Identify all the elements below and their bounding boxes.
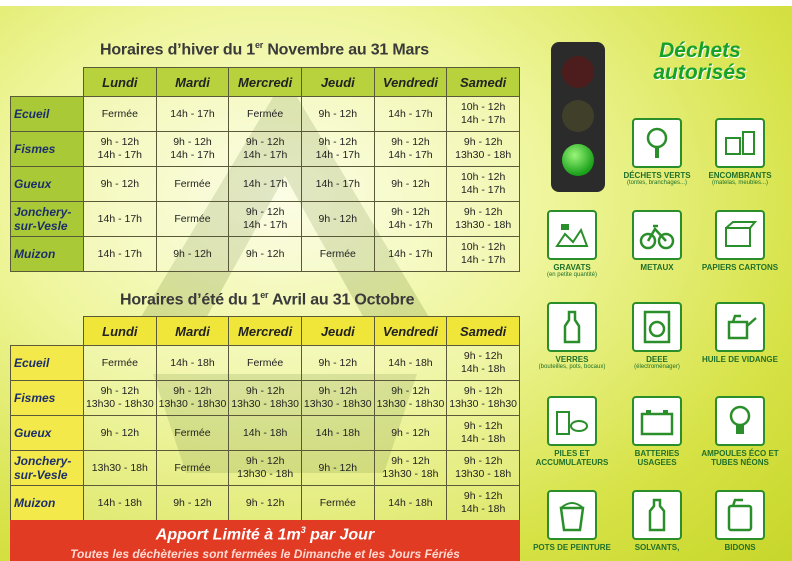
hours-line: 14h - 17h [242,149,288,161]
hours-line: 13h30 - 18h [91,461,148,474]
hours-line: 9h - 12h [463,136,503,148]
traffic-light-icon [551,42,605,192]
schedule-cell [447,486,520,521]
hours-line: 14h - 18h [388,356,433,369]
hours-line: 14h - 18h [97,496,143,509]
furniture-icon [715,118,765,168]
hours-line: 13h30 - 18h [237,468,294,480]
town-name [11,237,84,272]
schedule-cell [301,202,374,237]
schedule-cell [301,451,374,486]
hours-line: 9h - 12h [318,136,358,148]
schedule-cell [447,202,520,237]
town-name [11,132,84,167]
schedule-cell [301,346,374,381]
hours-line: 14h - 17h [97,212,143,225]
hours-line: 9h - 12h [245,247,285,260]
hours-line: Fermée [319,247,356,260]
dechets-autorises-title: Déchets autorisés [653,39,747,84]
table-row [11,486,520,521]
hours-line: Fermée [174,461,211,474]
schedule-cell [374,167,447,202]
amber-light [562,100,594,132]
hours-line: 13h30 - 18h30 [85,398,154,410]
table-row [11,167,520,202]
schedule-cell [447,237,520,272]
schedule-cell [156,346,229,381]
hours-line: 14h - 17h [170,149,215,161]
town-name-line: Ecueil [14,356,50,370]
hours-line: 9h - 12h [391,136,430,148]
hours-line: 14h - 18h [170,356,215,369]
hours-line: Fermée [174,426,211,439]
schedule-cell [374,416,447,451]
waste-item-label: BIDONS [724,543,756,552]
schedule-cell [301,237,374,272]
oil-can-icon [715,302,765,352]
day-header: Mercredi [229,68,302,97]
waste-item-sublabel: (électroménager) [634,364,680,370]
waste-item-label: AMPOULES ÉCO ET TUBES NÉONS [701,449,779,467]
hours-line: 9h - 12h [463,455,503,467]
schedule-cell [156,167,229,202]
hours-line: Fermée [174,212,211,225]
day-header: Mardi [156,317,229,346]
waste-item-label: HUILE DE VIDANGE [701,355,778,364]
schedule-cell [374,346,447,381]
schedule-cell [374,202,447,237]
day-header: Mardi [156,68,229,97]
washing-machine-icon [632,302,682,352]
waste-item-label: METAUX [640,263,674,272]
schedule-cell [229,132,302,167]
hours-line: 14h - 18h [388,496,433,509]
hours-line: 14h - 17h [460,184,506,196]
schedule-cell [229,97,302,132]
waste-item-label: POTS DE PEINTURE [533,543,611,552]
day-header: Samedi [447,317,520,346]
schedule-cell [84,237,157,272]
solvent-bottle-icon [632,490,682,540]
hours-line: 14h - 17h [97,149,143,161]
schedule-cell [447,167,520,202]
schedule-cell [301,416,374,451]
schedule-cell [301,486,374,521]
hours-line: 9h - 12h [173,136,212,148]
hours-line: 9h - 12h [245,206,285,218]
waste-item-sublabel: (tontes, branchages...) [626,180,688,186]
town-name-line: Fismes [14,142,56,156]
schedule-cell [84,416,157,451]
waste-item-label: DÉCHETS VERTS [623,171,691,180]
schedule-cell [447,346,520,381]
hours-line: 13h30 - 18h30 [449,398,517,410]
hours-line: Fermée [319,496,356,509]
town-name [11,381,84,416]
town-name-line: Gueux [14,177,52,191]
table-row [11,237,520,272]
hours-line: Fermée [101,107,138,120]
waste-item-label: PILES ET ACCUMULATEURS [535,449,609,467]
schedule-cell [374,451,447,486]
table-row [11,381,520,416]
day-header: Mercredi [229,317,302,346]
day-header: Jeudi [301,317,374,346]
waste-item [617,302,697,371]
waste-item [617,396,697,467]
hours-line: 14h - 17h [97,247,143,260]
schedule-cell [84,167,157,202]
schedule-cell [84,97,157,132]
hours-line: Fermée [247,107,284,120]
hours-line: 9h - 12h [173,496,212,509]
table-row [11,202,520,237]
schedule-cell [84,486,157,521]
day-header: Jeudi [301,68,374,97]
table-corner [11,317,84,346]
table-row [11,346,520,381]
schedule-cell [84,132,157,167]
waste-item [700,210,780,272]
hours-line: 10h - 12h [460,171,506,183]
hours-line: 9h - 12h [463,490,503,502]
hours-line: 13h30 - 18h30 [231,398,299,410]
day-header: Vendredi [374,317,447,346]
hours-line: 9h - 12h [173,247,212,260]
town-name [11,202,84,237]
hours-line: 9h - 12h [318,356,358,369]
town-name [11,486,84,521]
schedule-cell [84,381,157,416]
schedule-cell [447,132,520,167]
hours-line: 9h - 12h [245,455,285,467]
schedule-cell [374,237,447,272]
cardboard-icon [715,210,765,260]
waste-item [532,302,612,371]
hours-line: 14h - 17h [388,247,433,260]
waste-item [617,490,697,552]
hours-line: 14h - 17h [388,149,433,161]
waste-item [617,210,697,272]
waste-item-label: DEEE [646,355,668,364]
hours-line: 13h30 - 18h30 [303,398,372,410]
hours-line: 9h - 12h [318,461,358,474]
schedule-cell [301,381,374,416]
schedule-cell [447,381,520,416]
hours-line: 14h - 17h [460,114,506,126]
hours-line: Fermée [247,356,284,369]
hours-line: Fermée [101,356,138,369]
table-row [11,132,520,167]
hours-line: 14h - 17h [170,107,215,120]
schedule-cell [447,97,520,132]
hours-line: 9h - 12h [391,177,430,190]
schedule-cell [84,346,157,381]
schedule-cell [156,416,229,451]
waste-item [700,302,780,364]
town-name-line: Ecueil [14,107,50,121]
schedule-cell [156,451,229,486]
rubble-icon [547,210,597,260]
hours-line: 14h - 18h [242,426,288,439]
schedule-cell [156,237,229,272]
town-name [11,451,84,486]
town-name-line: Fismes [14,391,56,405]
hours-line: 14h - 17h [460,254,506,266]
hours-line: 9h - 12h [100,136,140,148]
hours-line: 13h30 - 18h30 [158,398,227,410]
town-name-line: sur-Vesle [14,219,68,233]
batteries-icon [547,396,597,446]
hours-line: 13h30 - 18h [455,219,512,231]
hours-line: 13h30 - 18h [382,468,439,480]
schedule-cell [229,486,302,521]
hours-line: 9h - 12h [245,136,285,148]
hours-line: 9h - 12h [463,350,503,362]
schedule-cell [229,237,302,272]
waste-item [532,396,612,467]
waste-item-sublabel: (bouteilles, pots, bocaux) [538,364,606,370]
schedule-cell [229,167,302,202]
waste-item [617,118,697,187]
schedule-cell [301,132,374,167]
hours-line: 13h30 - 18h [455,468,512,480]
hours-line: 14h - 17h [388,107,433,120]
apport-limit-text: Apport Limité à $1m^3$ par Jour [155,525,375,544]
hours-line: 9h - 12h [245,496,285,509]
jerrycan-icon [715,490,765,540]
bulb-icon [715,396,765,446]
schedule-cell [301,167,374,202]
waste-item-sublabel: (matelas, meubles...) [711,180,769,186]
schedule-cell [156,202,229,237]
waste-item [700,118,780,187]
apport-banner [10,520,520,561]
summer-schedule-table [10,316,520,521]
day-header: Vendredi [374,68,447,97]
hours-line: 9h - 12h [173,385,212,397]
schedule-cell [229,202,302,237]
waste-item-label: SOLVANTS, [634,543,680,552]
schedule-cell [229,346,302,381]
hours-line: 14h - 17h [388,219,433,231]
town-name [11,97,84,132]
schedule-cell [374,381,447,416]
town-name [11,167,84,202]
day-header: Lundi [84,68,157,97]
hours-line: 9h - 12h [463,420,503,432]
bottle-icon [547,302,597,352]
summer-title: Horaires d’été du 1er Avril au 31 Octobre [120,290,415,309]
table-corner [11,68,84,97]
schedule-cell [374,132,447,167]
hours-line: 14h - 18h [460,503,506,515]
schedule-cell [156,381,229,416]
hours-line: 9h - 12h [318,107,358,120]
hours-line: 9h - 12h [245,385,285,397]
paint-pot-icon [547,490,597,540]
winter-title: Horaires d’hiver du 1er Novembre au 31 Mars [100,40,429,59]
schedule-cell [374,97,447,132]
town-name [11,346,84,381]
hours-line: 9h - 12h [463,385,503,397]
green-light [562,144,594,176]
hours-line: 14h - 17h [242,219,288,231]
town-name [11,416,84,451]
waste-item-label: PAPIERS CARTONS [701,263,779,272]
hours-line: 14h - 18h [315,426,360,439]
schedule-cell [229,416,302,451]
waste-item-sublabel: (en petite quantité) [546,272,598,278]
hours-line: 9h - 12h [100,385,140,397]
schedule-cell [229,381,302,416]
town-name-line: Jonchery- [14,454,72,468]
schedule-cell [447,416,520,451]
schedule-cell [301,97,374,132]
hours-line: 14h - 17h [315,149,360,161]
bicycle-icon [632,210,682,260]
schedule-cell [156,97,229,132]
table-row [11,97,520,132]
hours-line: 14h - 18h [460,433,506,445]
schedule-cell [447,451,520,486]
hours-line: Fermée [174,177,211,190]
hours-line: 14h - 17h [242,177,288,190]
red-light [562,56,594,88]
schedule-cell [156,486,229,521]
waste-item [532,490,612,552]
table-row [11,451,520,486]
hours-line: 9h - 12h [318,385,358,397]
town-name-line: Gueux [14,426,52,440]
waste-item-label: VERRES [555,355,589,364]
day-header: Lundi [84,317,157,346]
schedule-cell [156,132,229,167]
schedule-cell [374,486,447,521]
hours-line: 14h - 18h [460,363,506,375]
waste-item-label: BATTERIES USAGEES [634,449,680,467]
closure-notice: Toutes les déchèteries sont fermées le Dimanche et les Jours Fériés [70,547,460,561]
waste-item [700,396,780,467]
town-name-line: Jonchery- [14,205,72,219]
hours-line: 13h30 - 18h30 [376,398,445,410]
waste-item [532,210,612,279]
hours-line: 9h - 12h [391,385,430,397]
hours-line: 9h - 12h [100,177,140,190]
hours-line: 10h - 12h [460,241,506,253]
schedule-cell [84,202,157,237]
town-name-line: Muizon [14,247,56,261]
hours-line: 13h30 - 18h [455,149,512,161]
hours-line: 9h - 12h [391,455,430,467]
waste-item-label: ENCOMBRANTS [708,171,772,180]
hours-line: 14h - 17h [315,177,360,190]
tree-icon [632,118,682,168]
schedule-cell [84,451,157,486]
hours-line: 9h - 12h [463,206,503,218]
town-name-line: Muizon [14,496,56,510]
day-header: Samedi [447,68,520,97]
winter-schedule-table [10,67,520,272]
town-name-line: sur-Vesle [14,468,68,482]
hours-line: 9h - 12h [391,206,430,218]
waste-item-label: GRAVATS [553,263,591,272]
schedule-cell [229,451,302,486]
table-row [11,416,520,451]
hours-line: 9h - 12h [318,212,358,225]
car-battery-icon [632,396,682,446]
hours-line: 9h - 12h [100,426,140,439]
hours-line: 10h - 12h [460,101,506,113]
hours-line: 9h - 12h [391,426,430,439]
waste-item [700,490,780,552]
top-edge [0,0,792,6]
